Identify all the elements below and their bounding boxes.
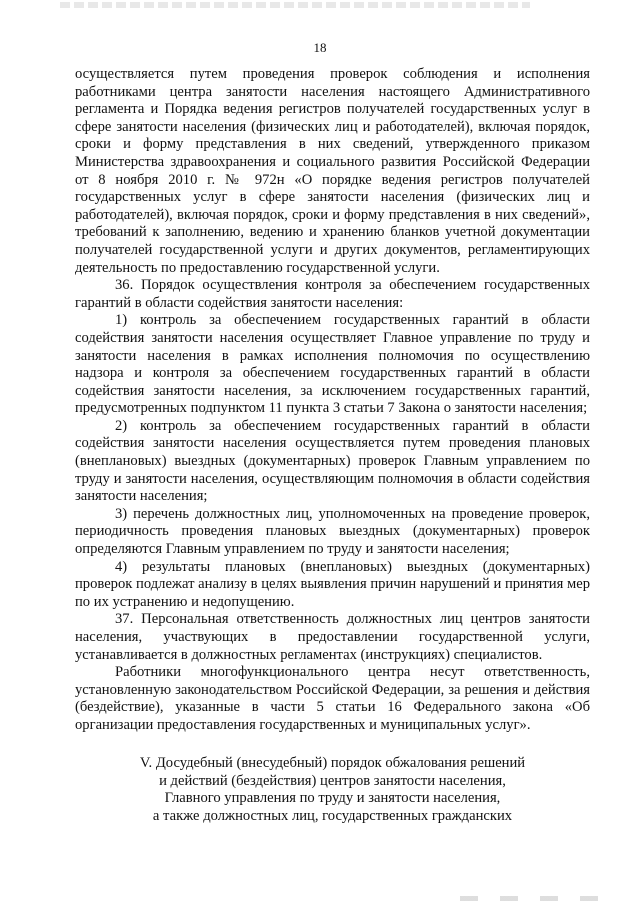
section-heading-line: V. Досудебный (внесудебный) порядок обжалования решений [139,755,526,771]
document-body [75,66,590,735]
paragraph-item-36: 36. Порядок осуществления контроля за обеспечением государственных гарантий в области содействия занятости населения: [75,277,590,311]
scan-artifact-top [60,2,530,8]
paragraph-subitem-4: 4) результаты плановых (внеплановых) выездных (документарных) проверок подлежат анализу в целях выявления причин нарушений и принятия мер по их устранению и недопущению. [75,558,590,610]
paragraph-item-37: 37. Персональная ответственность должностных лиц центров занятости населения, участвующих в предоставлении государственной услуги, устанавливается в должностных регламентах (инструкциях) специалистов. [75,611,590,663]
section-heading-line: а также должностных лиц, государственных гражданских [152,807,513,824]
paragraph-continuation: осуществляется путем проведения проверок соблюдения и исполнения работниками центра занятости населения настоящего Административного регламента и Порядка ведения регистров получателей государственных услуг в сфере занятости населения (физических лиц и работодателей), включая порядок, сроки и форму представления в них сведений, утвержденного приказом Министерства здравоохранения и социального развития Российской Федерации от 8 ноября 2010 г. № 972н «О порядке ведения регистров получателей государственных услуг в сфере занятости населения (физических лиц и работодателей), включая порядок, сроки и форму представления в них сведений», требований к заполнению, ведению и хранению бланков учетной документации получателей государственной услуги и других документов, регламентирующих деятельность по предоставлению государственной услуги. [75,66,590,276]
paragraph-mfc-responsibility: Работники многофункционального центра несут ответственность, установленную законодательством Российской Федерации, за решения и действия (бездействие), указанные в части 5 статьи 16 Федерального закона «Об организации предоставления государственных и муниципальных услуг». [75,664,590,733]
scan-artifact-bottom [460,896,610,901]
section-heading-line: Главного управления по труду и занятости населения, [164,790,501,807]
paragraph-subitem-2: 2) контроль за обеспечением государственных гарантий в области содействия занятости населения осуществляется путем проведения плановых (внеплановых) выездных (документарных) проверок Главным управлением по труду и занятости населения, осуществляющим полномочия в области содействия занятости населения; [75,417,590,505]
page-number: 18 [313,40,327,55]
paragraph-subitem-3: 3) перечень должностных лиц, уполномоченных на проведение проверок, периодичность проведения плановых выездных (документарных) проверок определяются Главным управлением по труду и занятости населения; [75,505,590,558]
section-heading-line: и действий (бездействия) центров занятости населения, [159,772,506,789]
paragraph-subitem-1: 1) контроль за обеспечением государственных гарантий в области содействия занятости населения осуществляет Главное управление по труду и занятости населения в рамках исполнения полномочия по осуществлению надзора и контроля за обеспечением государственных гарантий в области содействия занятости населения, за исключением государственных гарантий, предусмотренных подпунктом 11 пункта 3 статьи 7 Закона о занятости населения; [75,312,590,417]
section-heading [75,755,590,825]
